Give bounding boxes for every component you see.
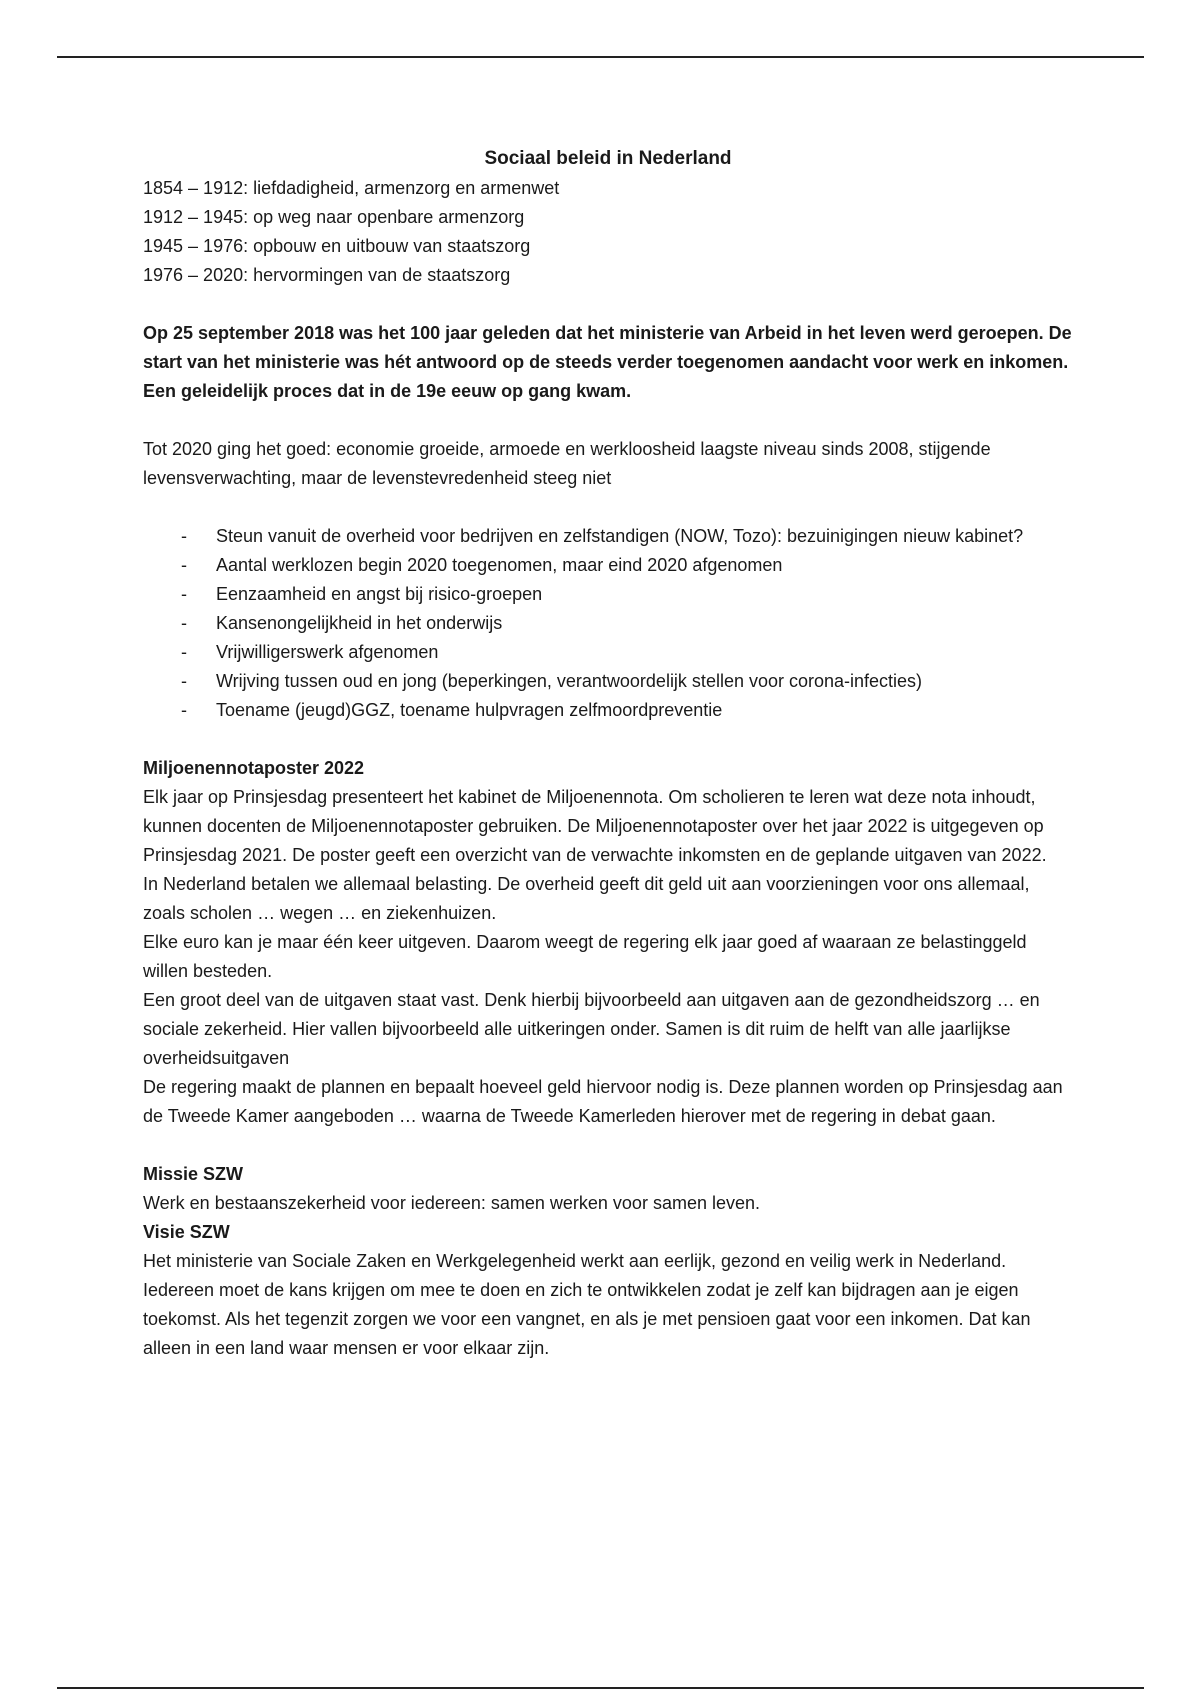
timeline-list — [143, 174, 1073, 290]
missie-text: Werk en bestaanszekerheid voor iedereen: samen werken voor samen leven. — [143, 1193, 761, 1213]
timeline-item: 1945 – 1976: opbouw en uitbouw van staatszorg — [143, 236, 531, 256]
bullet-text: Aantal werklozen begin 2020 toegenomen, maar eind 2020 afgenomen — [216, 555, 783, 575]
timeline-item: 1976 – 2020: hervormingen van de staatszorg — [143, 265, 511, 285]
miljoenennota-paragraph: Elk jaar op Prinsjesdag presenteert het kabinet de Miljoenennota. Om scholieren te leren wat deze nota inhoudt, kunnen docenten de Miljoenennotaposter gebruiken. De Miljoenennotaposter over het jaar 2022 is uitgegeven op Prinsjesdag 2021. De poster geeft een overzicht van de verwachte inkomsten en de geplande uitgaven van 2022. — [143, 787, 1047, 865]
bullet-item — [143, 609, 1073, 638]
timeline-item: 1854 – 1912: liefdadigheid, armenzorg en armenwet — [143, 178, 560, 198]
footer-rule — [57, 1687, 1144, 1689]
miljoenennota-section — [143, 754, 1073, 1131]
visie-heading: Visie SZW — [143, 1222, 230, 1242]
miljoenennota-paragraph: De regering maakt de plannen en bepaalt hoeveel geld hiervoor nodig is. Deze plannen worden op Prinsjesdag aan de Tweede Kamer aangeboden … waarna de Tweede Kamerleden hierover met de regering in debat gaan. — [143, 1077, 1063, 1126]
bullet-text: Eenzaamheid en angst bij risico-groepen — [216, 584, 543, 604]
bullet-item — [143, 696, 1073, 725]
bullet-text: Wrijving tussen oud en jong (beperkingen, verantwoordelijk stellen voor corona-infecties) — [216, 671, 923, 691]
bullet-marker: - — [181, 555, 187, 575]
header-rule — [57, 56, 1144, 58]
bullet-item — [143, 638, 1073, 667]
missie-visie-section — [143, 1160, 1073, 1363]
document-page — [143, 144, 1073, 1363]
missie-heading: Missie SZW — [143, 1164, 244, 1184]
bullet-marker: - — [181, 584, 187, 604]
miljoenennota-heading: Miljoenennotaposter 2022 — [143, 758, 365, 778]
bullet-marker: - — [181, 700, 187, 720]
visie-text: Het ministerie van Sociale Zaken en Werkgelegenheid werkt aan eerlijk, gezond en veilig werk in Nederland. Iedereen moet de kans krijgen om mee te doen en zich te ontwikkelen zodat je zelf kan bijdragen aan je eigen toekomst. Als het tegenzit zorgen we voor een vangnet, en als je met pensioen gaat voor een inkomen. Dat kan alleen in een land waar mensen er voor elkaar zijn. — [143, 1251, 1031, 1358]
miljoenennota-paragraph: Elke euro kan je maar één keer uitgeven. Daarom weegt de regering elk jaar goed af waaraan ze belastinggeld willen besteden. — [143, 932, 1027, 981]
bullet-marker: - — [181, 613, 187, 633]
timeline-item: 1912 – 1945: op weg naar openbare armenzorg — [143, 207, 525, 227]
bullet-marker: - — [181, 642, 187, 662]
miljoenennota-paragraph: In Nederland betalen we allemaal belasting. De overheid geeft dit geld uit aan voorzieningen voor ons allemaal, zoals scholen … wegen … en ziekenhuizen. — [143, 874, 1030, 923]
bullet-marker: - — [181, 671, 187, 691]
bullet-text: Vrijwilligerswerk afgenomen — [216, 642, 439, 662]
bullet-item — [143, 580, 1073, 609]
bullet-text: Steun vanuit de overheid voor bedrijven en zelfstandigen (NOW, Tozo): bezuinigingen nieuw kabinet? — [216, 526, 1024, 546]
bullet-marker: - — [181, 526, 187, 546]
document-title: Sociaal beleid in Nederland — [484, 148, 732, 169]
intro-paragraph: Op 25 september 2018 was het 100 jaar geleden dat het ministerie van Arbeid in het leven werd geroepen. De start van het ministerie was hét antwoord op de steeds verder toegenomen aandacht voor werk en inkomen. Een geleidelijk proces dat in de 19e eeuw op gang kwam. — [143, 323, 1072, 401]
miljoenennota-paragraph: Een groot deel van de uitgaven staat vast. Denk hierbij bijvoorbeeld aan uitgaven aan de gezondheidszorg … en sociale zekerheid. Hier vallen bijvoorbeeld alle uitkeringen onder. Samen is dit ruim de helft van alle jaarlijkse overheidsuitgaven — [143, 990, 1040, 1068]
bullet-list — [143, 522, 1073, 725]
bullet-text: Kansenongelijkheid in het onderwijs — [216, 613, 503, 633]
bullet-item — [143, 522, 1073, 551]
bullet-item — [143, 667, 1073, 696]
bullet-text: Toename (jeugd)GGZ, toename hulpvragen zelfmoordpreventie — [216, 700, 723, 720]
bullet-item — [143, 551, 1073, 580]
paragraph-2020: Tot 2020 ging het goed: economie groeide, armoede en werkloosheid laagste niveau sinds 2008, stijgende levensverwachting, maar de levenstevredenheid steeg niet — [143, 439, 991, 488]
